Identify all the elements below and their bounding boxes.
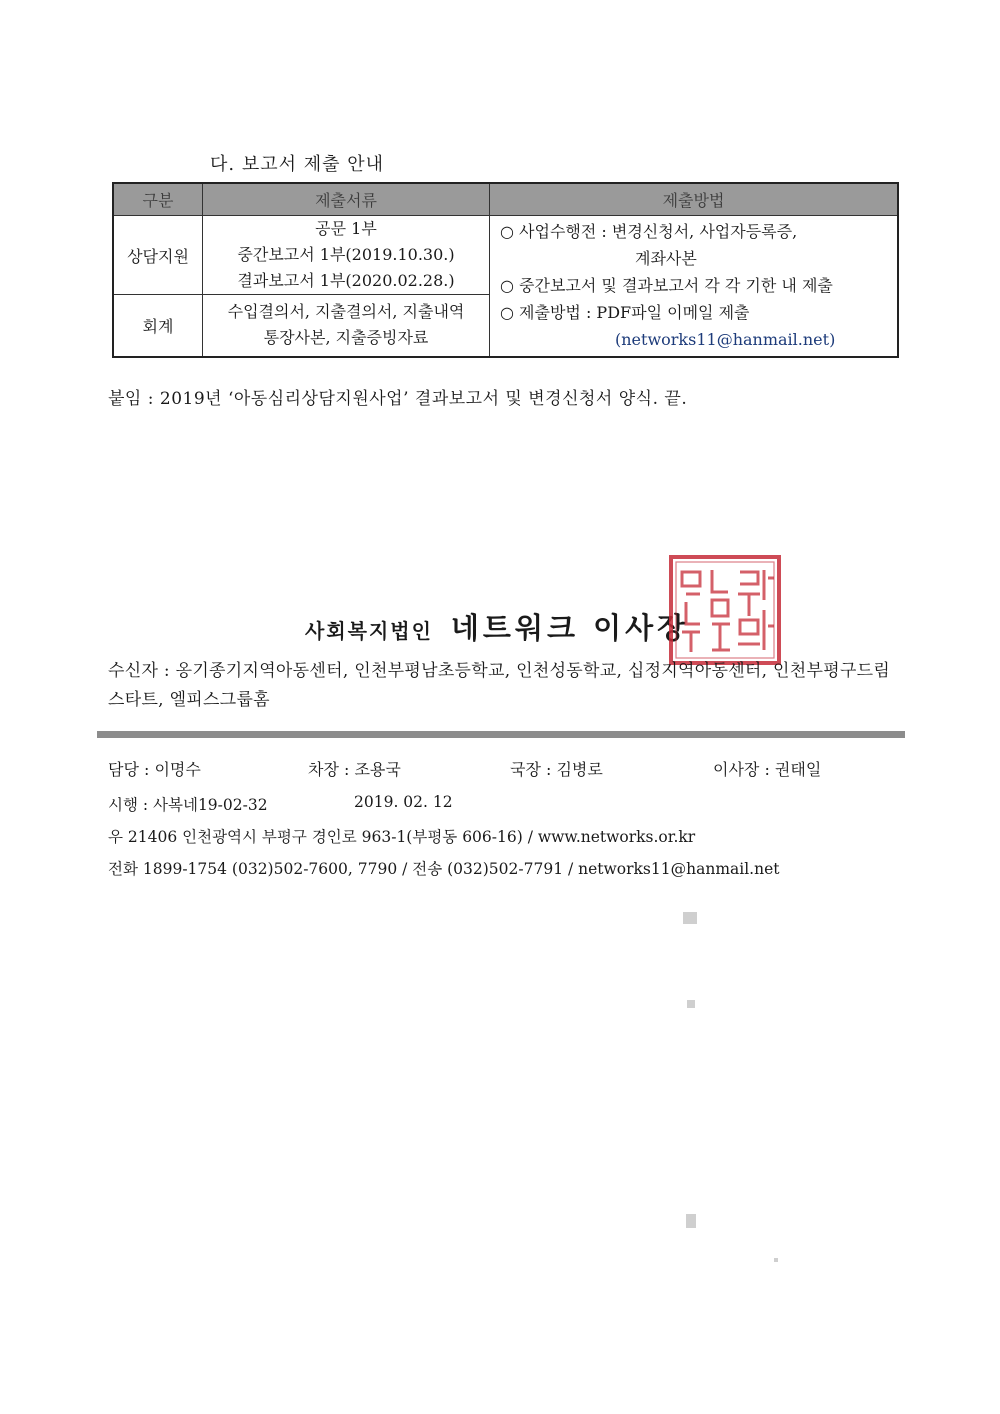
documents-cell: [203, 295, 490, 357]
scan-speck: [686, 1214, 696, 1228]
contact-line: 전화 1899-1754 (032)502-7600, 7790 / 전송 (032)502-7791 / networks11@hanmail.net: [108, 860, 780, 878]
header-documents: 제출서류: [203, 183, 490, 216]
org-prefix: 사회복지법인: [305, 619, 433, 643]
org-signature: [305, 606, 689, 647]
attachment-note: 붙임 : 2019년 ‘아동심리상담지원사업’ 결과보고서 및 변경신청서 양식. 끝.: [108, 389, 688, 409]
section-title: 다. 보고서 제출 안내: [210, 154, 384, 175]
documents-cell: [203, 216, 490, 295]
method-line: 계좌사본: [635, 249, 697, 269]
address-line: 우 21406 인천광역시 부평구 경인로 963-1(부평동 606-16) / www.networks.or.kr: [108, 828, 696, 846]
methods-cell: [490, 216, 899, 357]
staff-director: 국장 : 김병로: [510, 760, 603, 779]
method-email-link[interactable]: (networks11@hanmail.net): [615, 330, 836, 350]
staff-chairman: 이사장 : 권태일: [713, 760, 822, 779]
table-row: [113, 216, 898, 295]
staff-manager: 담당 : 이명수: [108, 760, 201, 779]
scan-speck: [687, 1000, 695, 1008]
scan-speck: [683, 912, 697, 924]
header-category: 구분: [113, 183, 203, 216]
enforcement-date: 2019. 02. 12: [354, 793, 453, 811]
divider-bar: [97, 731, 905, 738]
method-line: ○ 사업수행전 : 변경신청서, 사업자등록증,: [500, 222, 798, 242]
document-line: 결과보고서 1부(2020.02.28.): [237, 271, 455, 290]
enforcement-number: 시행 : 사복네19-02-32: [108, 796, 268, 814]
method-line: ○ 중간보고서 및 결과보고서 각 각 기한 내 제출: [500, 276, 833, 296]
staff-section-chief: 차장 : 조용국: [308, 760, 401, 779]
category-cell: 상담지원: [113, 216, 203, 295]
report-submission-table: [112, 182, 899, 358]
org-name: 네트워크 이사장: [450, 611, 690, 645]
category-cell: 회계: [113, 295, 203, 357]
recipients: 수신자 : 옹기종기지역아동센터, 인천부평남초등학교, 인천성동학교, 십정지역아동센터, 인천부평구드림스타트, 엘피스그룹홈: [108, 661, 891, 710]
official-seal-icon: [668, 554, 782, 666]
document-line: 공문 1부: [315, 219, 377, 238]
document-line: 통장사본, 지출증빙자료: [263, 328, 429, 348]
table-header-row: [113, 183, 898, 216]
document-line: 중간보고서 1부(2019.10.30.): [237, 245, 455, 264]
document-line: 수입결의서, 지출결의서, 지출내역: [227, 302, 465, 322]
method-line: ○ 제출방법 : PDF파일 이메일 제출: [500, 303, 750, 323]
scan-speck: [774, 1258, 778, 1262]
header-method: 제출방법: [490, 183, 899, 216]
